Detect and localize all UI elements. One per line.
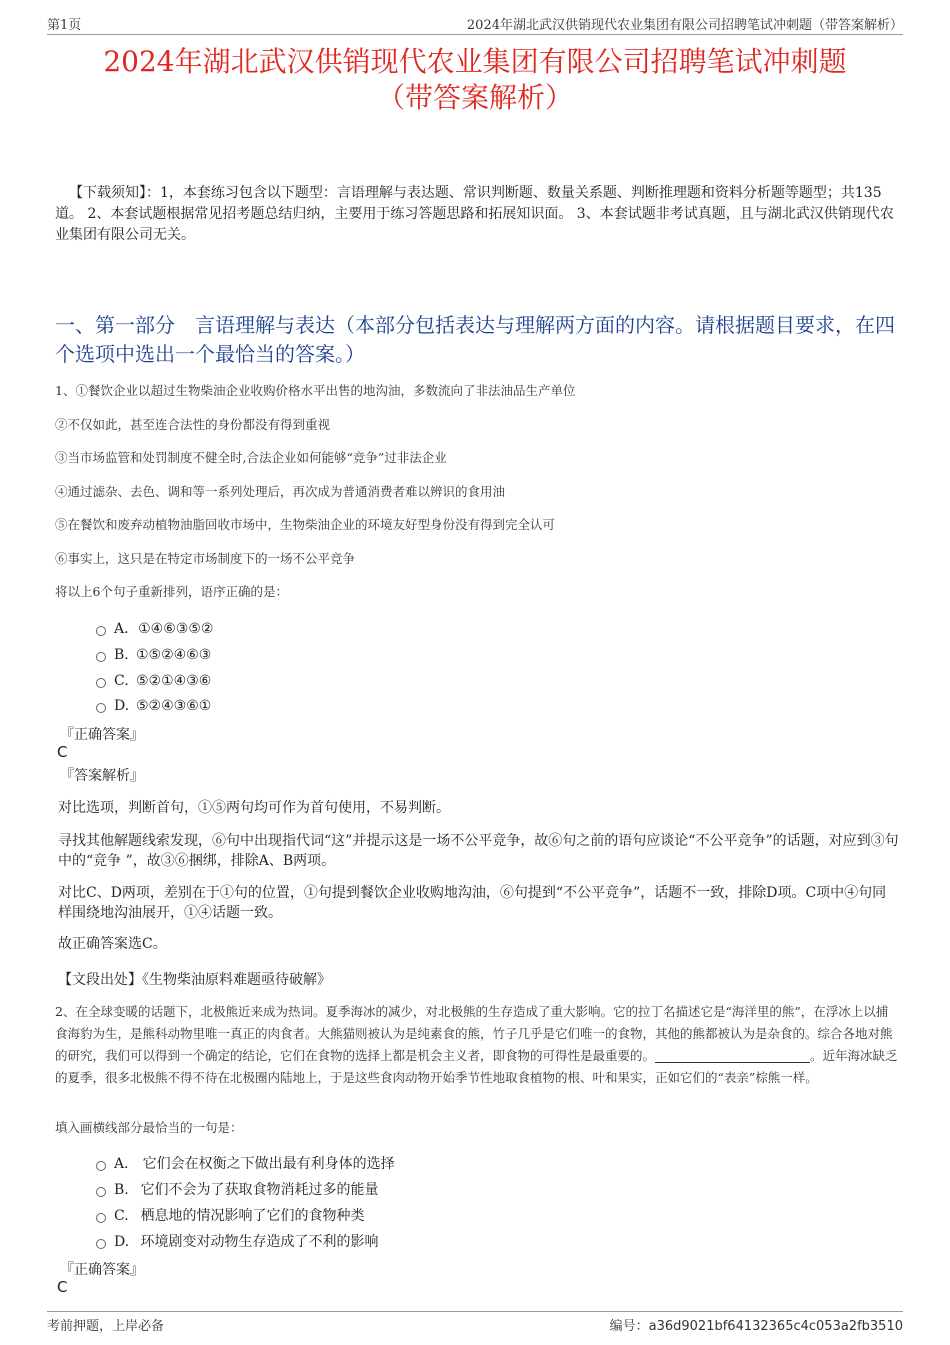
option-text: ⑤②①④③⑥ (136, 673, 212, 689)
option-letter: B. (114, 647, 129, 663)
q2-option-b[interactable] (96, 1180, 378, 1200)
footer-code-label: 编号： (609, 1319, 649, 1334)
footer-code (610, 1315, 903, 1334)
option-letter: B. (114, 1182, 129, 1198)
q1-option-b[interactable] (96, 645, 211, 665)
q2-prompt: 填入画横线部分最恰当的一句是： (55, 1120, 243, 1135)
radio-icon[interactable] (96, 678, 106, 688)
q1-sentence: ⑤在餐饮和废弃动植物油脂回收市场中，生物柴油企业的环境友好型身份没有得到完全认可 (55, 517, 556, 532)
q1-sentence: ③当市场监管和处罚制度不健全时,合法企业如何能够“竞争”过非法企业 (55, 450, 447, 465)
option-letter: A． (114, 621, 139, 637)
page-number: 第1页 (47, 18, 82, 33)
q1-option-a[interactable] (96, 619, 213, 639)
radio-icon[interactable] (96, 652, 106, 662)
q2-option-d[interactable] (96, 1232, 378, 1252)
q1-option-d[interactable] (96, 696, 211, 716)
q2-stem (55, 1001, 900, 1089)
option-text: 它们会在权衡之下做出最有利身体的选择 (142, 1156, 395, 1172)
fill-blank (655, 1048, 810, 1063)
radio-icon[interactable] (96, 1161, 106, 1171)
title-line-1: 2024年湖北武汉供销现代农业集团有限公司招聘笔试冲刺题 (103, 45, 847, 78)
page-title (40, 44, 910, 116)
q1-answer: C (57, 743, 68, 761)
page-footer (47, 1311, 903, 1335)
q2-option-a[interactable] (96, 1154, 395, 1174)
option-letter: C. (114, 1208, 129, 1224)
radio-icon[interactable] (96, 1239, 106, 1249)
q1-sentence: ④通过滤杂、去色、调和等一系列处理后，再次成为普通消费者难以辨识的食用油 (55, 484, 506, 499)
q1-analysis-paragraph: 寻找其他解题线索发现，⑥句中出现指代词“这”并提示这是一场不公平竞争，故⑥句之前的语句应谈论“不公平竞争”的话题，对应到③句中的“竞争 ”，故③⑥捆绑，排除A、B两项。 (58, 833, 899, 869)
option-text: 它们不会为了获取食物消耗过多的能量 (140, 1182, 379, 1198)
radio-icon[interactable] (96, 626, 106, 636)
option-text: ⑤②④③⑥① (136, 698, 212, 714)
q1-sentence: 1、①餐饮企业以超过生物柴油企业收购价格水平出售的地沟油，多数流向了非法油品生产单位 (55, 383, 576, 398)
q2-stem-after: 。近年海冰缺乏的夏季，很多北极熊不得不待在北极圈内陆地上，于是这些食肉动物开始季节性地取食植物的根、叶和果实，正如它们的“表亲”棕熊一样。 (55, 1048, 898, 1085)
option-text: ①⑤②④⑥③ (136, 647, 212, 663)
option-letter: D. (114, 698, 130, 714)
q1-sentence: ②不仅如此，甚至连合法性的身份都没有得到重视 (55, 417, 331, 432)
q1-option-c[interactable] (96, 671, 211, 691)
option-text: ①④⑥③⑤② (138, 621, 214, 637)
footer-code-value: a36d9021bf64132365c4c053a2fb3510 (648, 1319, 903, 1334)
q1-analysis-label: 『答案解析』 (60, 768, 144, 784)
q1-sentence: ⑥事实上，这只是在特定市场制度下的一场不公平竞争 (55, 551, 356, 566)
download-notice: 【下载须知】：1，本套练习包含以下题型：言语理解与表达题、常识判断题、数量关系题、判断推理题和资料分析题等题型；共135道。 2、本套试题根据常见招考题总结归纳，主要用于练习答题思路和拓展知识面。 3、本套试题非考试真题，且与湖北武汉供销现代农业集团有限公司无关。 (55, 185, 894, 243)
title-line-2: （带答案解析） (376, 81, 573, 114)
q1-answer-label: 『正确答案』 (60, 727, 144, 743)
option-text: 环境剧变对动物生存造成了不利的影响 (140, 1234, 379, 1250)
footer-slogan: 考前押题，上岸必备 (47, 1319, 165, 1334)
option-letter: D. (114, 1234, 130, 1250)
option-letter: C. (114, 673, 129, 689)
q2-answer: C (57, 1278, 68, 1296)
q1-analysis-paragraph: 对比选项，判断首句，①⑤两句均可作为首句使用，不易判断。 (58, 800, 450, 816)
section-heading: 一、第一部分 言语理解与表达（本部分包括表达与理解两方面的内容。请根据题目要求，在四个选项中选出一个最恰当的答案。） (55, 313, 895, 366)
q2-option-c[interactable] (96, 1206, 364, 1226)
q1-analysis-paragraph: 故正确答案选C。 (58, 936, 167, 952)
header-doc-title: 2024年湖北武汉供销现代农业集团有限公司招聘笔试冲刺题（带答案解析） (466, 18, 903, 33)
q1-analysis-paragraph: 对比C、D两项，差别在于①句的位置，①句提到餐饮企业收购地沟油，⑥句提到“不公平竞争”，话题不一致，排除D项。C项中④句同样围绕地沟油展开，①④话题一致。 (58, 885, 887, 921)
option-letter: A． (114, 1156, 139, 1172)
option-text: 栖息地的情况影响了它们的食物种类 (140, 1208, 365, 1224)
q2-answer-label: 『正确答案』 (60, 1262, 144, 1278)
q1-prompt: 将以上6个句子重新排列，语序正确的是： (55, 584, 288, 599)
radio-icon[interactable] (96, 1187, 106, 1197)
page-header (47, 14, 903, 35)
radio-icon[interactable] (96, 703, 106, 713)
q2-stem-before: 2、在全球变暖的话题下，北极熊近来成为热词。夏季海冰的减少，对北极熊的生存造成了重大影响。它的拉丁名描述它是“海洋里的熊”，在浮冰上以捕食海豹为生，是熊科动物里唯一真正的肉食者。大熊猫则被认为是纯素食的熊，竹子几乎是它们唯一的食物，其他的熊都被认为是杂食的。综合各地对熊的研究，我们可以得到一个确定的结论，它们在食物的选择上都是机会主义者，即食物的可得性是最重要的。 (55, 1004, 893, 1063)
radio-icon[interactable] (96, 1213, 106, 1223)
q1-source: 【文段出处】《生物柴油原料难题亟待破解》 (58, 972, 331, 988)
